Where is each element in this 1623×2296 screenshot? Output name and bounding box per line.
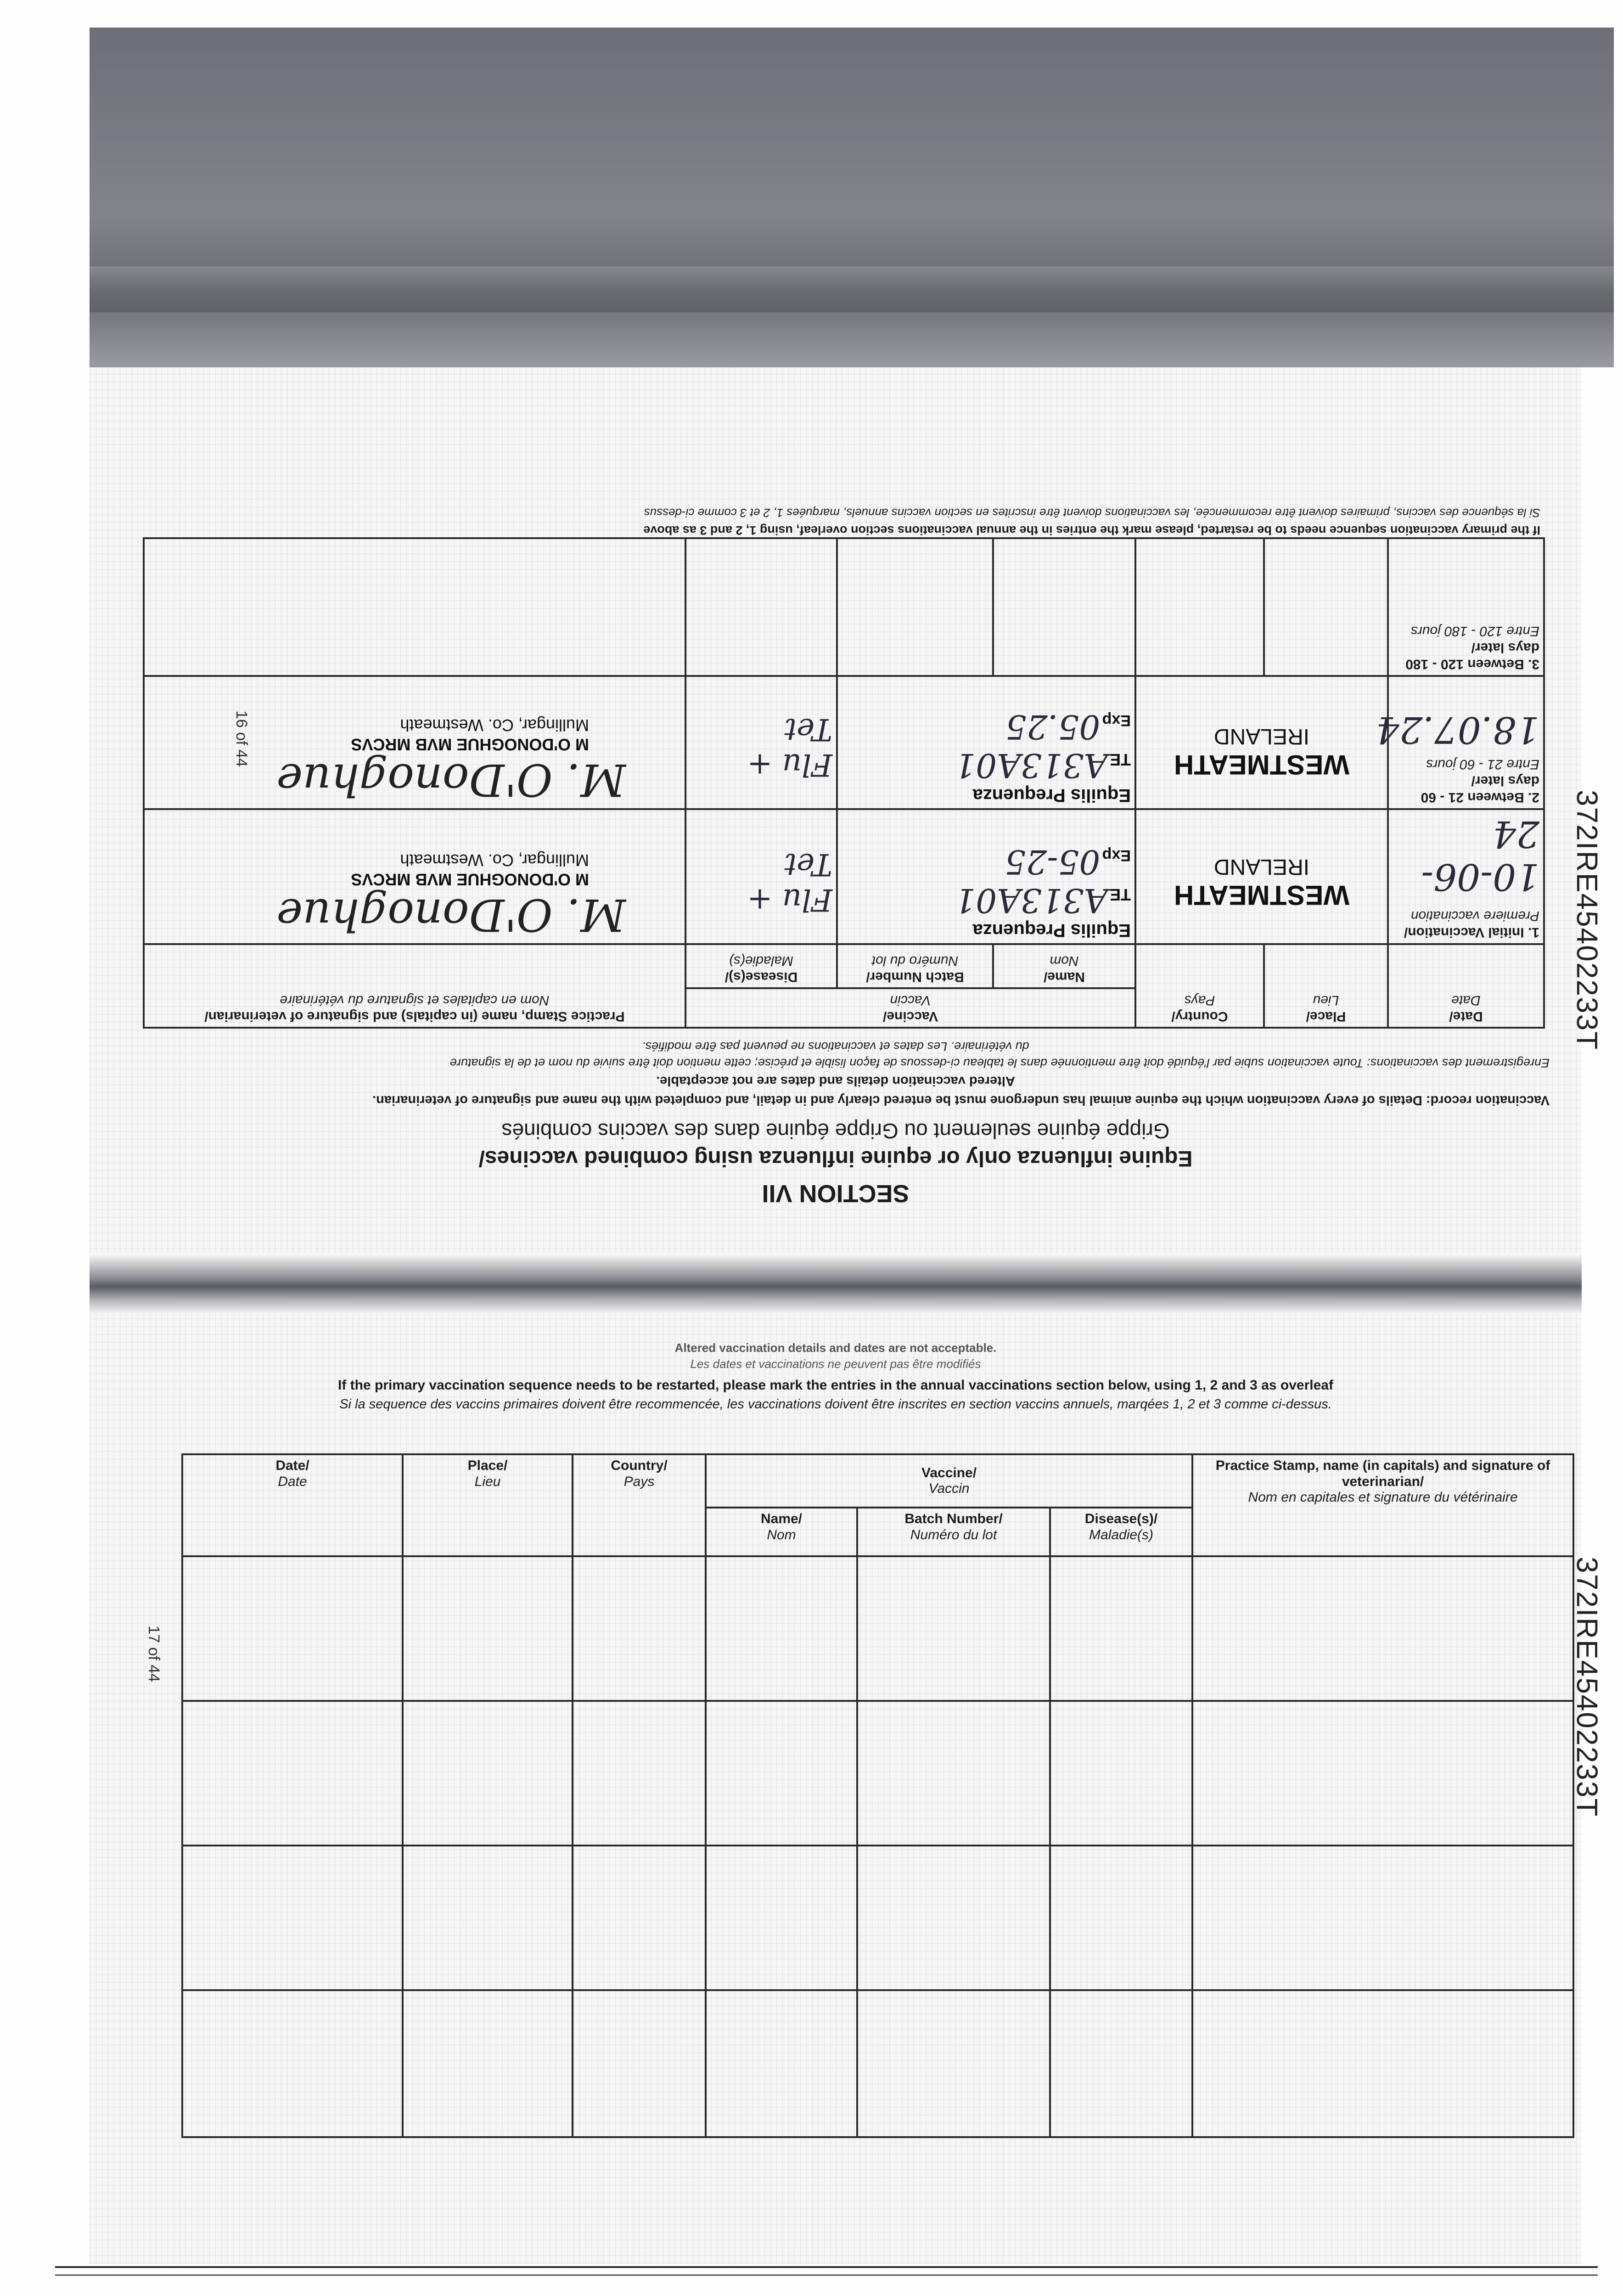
header-batch: Batch Number/ Numéro du lot: [837, 944, 993, 988]
section-subtitle-en: Equine influenza only or equine influenza using combined vaccines/: [478, 1146, 1193, 1171]
vaccine-batch-cell: Equilis Prequenza TE A313A01 Exp 05-25: [837, 809, 1135, 944]
header-date: Date/ Date: [182, 1454, 403, 1556]
disease-cell: Flu + Tet: [685, 809, 837, 944]
header-vaccine-name: Name/ Nom: [706, 1508, 857, 1556]
section-subtitle-fr: Grippe équine seulement ou Grippe équine dans des vaccins combinés: [501, 1119, 1170, 1143]
book-spine: [90, 1254, 1582, 1313]
record-note-en: Vaccination record: Details of every vaccination which the equine animal has undergone must be entered clearly and in detail, and completed with the name and signature of veterinarian.: [372, 1093, 1550, 1108]
place-country-cell: WESTMEATH IRELAND: [1135, 809, 1388, 944]
header-country: Country/ Pays: [1135, 944, 1264, 1028]
altered-note-en: Altered vaccination details and dates are not acceptable.: [656, 1074, 1015, 1088]
lower-page: [90, 1313, 1582, 2264]
scanner-shadow: [90, 28, 1614, 367]
vaccine-batch-cell: Equilis Prequenza TE A313A01 Exp 05.25: [837, 676, 1135, 809]
header-place: Place/ Lieu: [403, 1454, 573, 1556]
restart-note-fr: Si la séquence des vaccins, primaires doivent être recommencée, les vaccinations doivent être inscrites en section vaccins annuels, marquées 1, 2 et 3 comme ci-dessus: [644, 506, 1540, 520]
serial-number-upper: 372IRE45402233T: [1571, 790, 1604, 1051]
header-batch: Batch Number/ Numéro du lot: [857, 1508, 1050, 1556]
table-row: [182, 1990, 1573, 2137]
page-number: 16 of 44: [233, 710, 250, 767]
header-vaccine-name: Name/ Nom: [993, 944, 1135, 988]
restart-vaccination-table: [181, 1453, 1574, 2138]
header-date: Date/ Date: [1388, 944, 1544, 1028]
table-row: [144, 538, 1544, 676]
restart-note-fr: Si la sequence des vaccins primaires doivent être recommencée, les vaccinations doivent être inscrites en section vaccins annuels, marqées 1, 2 et 3 comme ci-dessus.: [339, 1397, 1332, 1412]
header-disease: Disease(s)/ Maladie(s): [1050, 1508, 1192, 1556]
disease-cell: Flu + Tet: [685, 676, 837, 809]
restart-note-en: If the primary vaccination sequence needs to be restarted, please mark the entries in the annual vaccinations section overleaf, using 1, 2 and 3 as above: [643, 523, 1540, 537]
stamp-cell: M. O'Donoghue M O'DONOGHUE MVB MRCVS Mullingar, Co. Westmeath: [144, 809, 685, 944]
serial-number-lower: 372IRE45402233T: [1571, 1557, 1604, 1818]
table-row: [182, 1556, 1573, 1701]
restart-note-en: If the primary vaccination sequence needs to be restarted, please mark the entries in the annual vaccinations section below, using 1, 2 and 3 as overleaf: [338, 1378, 1333, 1393]
altered-note-en: Altered vaccination details and dates are not acceptable.: [674, 1341, 997, 1355]
table-row: [144, 676, 1544, 809]
record-note-fr-2: du vétérinaire. Les dates et vaccinations ne peuvent pas être modifiés.: [642, 1040, 1029, 1053]
table-row: [144, 809, 1544, 944]
primary-vaccination-table: [143, 537, 1545, 1029]
header-stamp: Practice Stamp, name (in capitals) and signature of veterinarian/ Nom en capitales et signature du vétérinaire: [144, 944, 685, 1028]
header-stamp: Practice Stamp, name (in capitals) and signature of veterinarian/ Nom en capitales et signature du vétérinaire: [1192, 1454, 1573, 1556]
section-title: SECTION VII: [762, 1180, 910, 1207]
table-row: [182, 1846, 1573, 1990]
header-vaccine: Vaccine/ Vaccin: [706, 1454, 1192, 1508]
date-cell: 3. Between 120 - 180 days later/ Entre 120 - 180 jours: [1388, 538, 1544, 676]
stamp-cell: M. O'Donoghue M O'DONOGHUE MVB MRCVS Mullingar, Co. Westmeath: [144, 676, 685, 809]
header-country: Country/ Pays: [573, 1454, 706, 1556]
header-disease: Disease(s)/ Maladie(s): [685, 944, 837, 988]
upper-page: [90, 367, 1582, 1254]
record-note-fr: Enregistrement des vaccinations: Toute vaccination subie par l'équidé doit être mentionnée dans le tableau ci-dessous de façon lisible et précise; cette mention doit être suivie du nom et de la signature: [449, 1056, 1550, 1070]
date-cell: 2. Between 21 - 60 days later/ Entre 21 - 60 jours 18.07.24: [1388, 676, 1544, 809]
page-number: 17 of 44: [145, 1626, 163, 1682]
place-country-cell: WESTMEATH IRELAND: [1135, 676, 1388, 809]
table-row: [182, 1701, 1573, 1846]
header-vaccine: Vaccine/ Vaccin: [685, 988, 1135, 1028]
date-cell: 1. Initial Vaccination/ Premiere vaccination 10-06-24: [1388, 809, 1544, 944]
page-edge-lines: [55, 2266, 1598, 2276]
header-place: Place/ Lieu: [1264, 944, 1388, 1028]
altered-note-fr: Les dates et vaccinations ne peuvent pas être modifiés: [690, 1357, 981, 1371]
